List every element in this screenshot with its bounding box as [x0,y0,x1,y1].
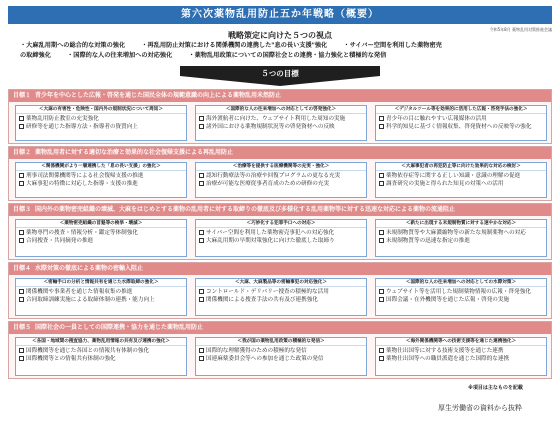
measure-box [375,337,547,376]
measure-item [199,288,363,296]
measure-items [16,228,186,246]
measure-box [195,105,367,141]
square-bullet-icon [199,356,204,361]
square-bullet-icon [19,297,24,302]
square-bullet-icon [19,173,24,178]
measure-heading: ＜国際的な人の往来増加への対応としての啓発強化＞ [196,106,366,114]
measure-item-text: 大麻乱用期の早期対策強化に向けた徹底した取締り [206,238,335,244]
square-bullet-icon [19,238,24,243]
measure-item-text: 薬物依存症等に関する正しい知識・意識の理解の促進 [386,173,521,179]
viewpoint-item: ・再乱用防止対策における関係機関の連携した"息の長い支援"強化 [141,42,328,49]
measure-item [379,180,543,188]
goals-label: ５つの目標 [261,69,299,78]
measure-items [376,228,546,246]
square-bullet-icon [379,238,384,243]
measure-item [379,123,543,131]
measure-item-text: 刑事司法関係機関等による社会復帰支援の推進 [26,173,144,179]
viewpoint-item: ・サイバー空間を利用した薬物密売 [343,42,442,49]
measure-items [376,114,546,132]
measure-item [199,123,363,131]
measure-item [19,237,183,245]
measure-items [196,171,366,189]
viewpoint-item: ・薬物乱用政策についての国際社会との連携・協力強化と積極的な発信 [188,52,387,59]
measure-item [19,296,183,304]
measure-item [199,172,363,180]
measure-item-text: ウェブサイト等を活用した規制薬物情報の広報・啓発強化 [386,289,531,295]
goal-heading [9,204,551,216]
measure-box [375,162,547,198]
measure-items [16,346,186,364]
measure-box [375,219,547,257]
measure-item-text: コントロールド・デリバリー捜査の積極的な活用 [206,289,329,295]
measure-item [199,355,363,363]
measure-item-text: 海外渡航者に向けた、ウェブサイト利用した周知の実施 [206,116,346,122]
measure-item-text: 調査研究の実施と得られた知見の対策への活用 [386,181,504,187]
goal-heading [9,147,551,159]
measure-box [375,105,547,141]
measure-heading: ＜薬物密売組織の首魁等の検挙・壊滅＞ [16,220,186,228]
measure-item [199,237,363,245]
measure-item [379,115,543,123]
measure-heading: ＜大麻、大麻製品等の密輸事犯の対応強化＞ [196,279,366,287]
goal-section [8,146,552,201]
square-bullet-icon [379,356,384,361]
measure-heading: ＜巧妙化する犯罪手口への対応＞ [196,220,366,228]
measure-item [19,347,183,355]
measure-box [375,278,547,316]
measure-item-text: 諸外国における薬物規制状況等の啓発資材への反映 [206,124,335,130]
square-bullet-icon [379,116,384,121]
goal-section [8,89,552,144]
measure-item-text: 青少年の目に触れやすい広報媒体の活用 [386,116,487,122]
measure-heading: ＜デジタルツール等を効果的に活用した広報・啓発手法の強化＞ [376,106,546,114]
measure-items [16,171,186,189]
measure-item [379,237,543,245]
square-bullet-icon [379,348,384,353]
measure-item [379,172,543,180]
measure-item-text: 国際会議・在外機関等を通じた広報・啓発の実施 [386,297,510,303]
square-bullet-icon [379,289,384,294]
measure-item [199,180,363,188]
goal-number: 目標１ [13,92,32,99]
square-bullet-icon [19,289,24,294]
square-bullet-icon [19,181,24,186]
measure-items [196,346,366,364]
measure-items [376,287,546,305]
measure-item-text: 国際機関等との情報共有体制の強化 [26,356,116,362]
measure-item [19,123,183,131]
square-bullet-icon [199,124,204,129]
square-bullet-icon [379,173,384,178]
measure-heading: ＜密輸手口の分析と情報共有を通じた水際取締の強化＞ [16,279,186,287]
measure-heading: ＜我が国の薬物乱用政策の積極的な発信＞ [196,338,366,346]
measure-item [379,229,543,237]
square-bullet-icon [199,116,204,121]
measure-item-text: 大麻事犯の特徴に対応した指導・支援の推進 [26,181,138,187]
measure-items [376,171,546,189]
goal-section [8,203,552,260]
viewpoints-list [20,41,550,61]
measure-item [199,115,363,123]
goal-text: 国内外の薬物密売組織の壊滅、大麻をはじめとする薬物の乱用者に対する取締りの徹底及び多様化する乱用薬物等に対する迅速な対応による薬物の流通阻止 [35,206,456,213]
measure-item-text: 薬物仕出国等に対する技術支援等を通じた連携 [386,348,504,354]
measure-item [199,296,363,304]
square-bullet-icon [379,230,384,235]
square-bullet-icon [199,348,204,353]
measure-item-text: 科学的知見に基づく情報収集、啓発資材への反映等の強化 [386,124,532,130]
viewpoint-item: ・国際的な人の往来増加への対応強化 [67,52,173,59]
measure-item [19,180,183,188]
measure-box [195,162,367,198]
measure-item-text: 合同捜査・共同摘発の推進 [26,238,94,244]
measure-box [15,105,187,141]
measure-box [195,278,367,316]
square-bullet-icon [19,348,24,353]
square-bullet-icon [199,181,204,186]
goal-number: 目標２ [13,149,32,156]
square-bullet-icon [19,230,24,235]
measure-item-text: 未規制物質等や大麻濃縮物等の新たな規制薬物への対応 [386,230,526,236]
square-bullet-icon [379,297,384,302]
square-bullet-icon [19,116,24,121]
measure-item-text: サイバー空間を利用した薬物密売事犯への対応強化 [206,230,335,236]
measure-item-text: 薬物仕出国等への職員派遣を通じた国際的な連携 [386,356,510,362]
square-bullet-icon [199,297,204,302]
measure-item [199,229,363,237]
measure-heading: ＜各国・地域間の捜査協力、薬物乱用情報の共有及び連携の強化＞ [16,338,186,346]
viewpoints-row-1 [20,41,550,51]
measure-item-text: 薬物専門の捜査・情報分析・鑑定等体制強化 [26,230,138,236]
measure-heading: ＜海外関係機関等への技術支援等を通じた連携強化＞ [376,338,546,346]
square-bullet-icon [199,289,204,294]
measure-item [379,347,543,355]
square-bullet-icon [199,173,204,178]
goal-text: 国際社会の一員としての国際連携・協力を通じた薬物乱用防止 [35,324,204,331]
viewpoints-heading: 戦略策定に向けた５つの視点 [228,31,332,40]
measure-item-text: 関係機関による捜査手法の共有及び連携強化 [206,297,318,303]
measure-item [379,355,543,363]
footnote: ※項目は主なものを記載 [468,385,523,391]
measure-item-text: 薬物乱用防止教室の充実強化 [26,116,99,122]
square-bullet-icon [379,124,384,129]
measure-heading: ＜新たに出現する未規制物質に対する速やかな対応＞ [376,220,546,228]
square-bullet-icon [199,230,204,235]
measure-items [196,287,366,305]
measure-item [19,288,183,296]
measure-items [196,228,366,246]
measure-items [376,346,546,364]
measure-item [379,288,543,296]
measure-box [15,219,187,257]
measure-heading: ＜大麻の有害性・危険性・国内外の規制状況について周知＞ [16,106,186,114]
viewpoint-item: ・大麻乱用期への総合的な対策の強化 [20,42,126,49]
measure-heading: ＜治療等を提供する医療機関等の充実・強化＞ [196,163,366,171]
goal-section [8,321,552,379]
goal-section [8,262,552,319]
measure-item-text: 合同取締訓練実施による取締体制の連携・能力向上 [26,297,155,303]
measure-items [16,287,186,305]
measure-heading: ＜大麻事犯者の再犯防止等に向けた効果的な対応の検討＞ [376,163,546,171]
goal-number: 目標５ [13,324,32,331]
viewpoints-row-2 [20,51,550,61]
measure-box [195,219,367,257]
goal-heading [9,322,551,334]
measure-item-text: 関係機関や事業者を通じた情報収集の推進 [26,289,133,295]
square-bullet-icon [19,124,24,129]
measure-item-text: 国連麻薬委員会等への参加を通じた政策の発信 [206,356,324,362]
square-bullet-icon [379,181,384,186]
measure-item-text: 国際的な理解獲得のための積極的な発信 [206,348,307,354]
goal-number: 目標４ [13,265,32,272]
page-title: 第六次薬物乱用防止五か年戦略（概要） [8,6,552,24]
measure-item [379,296,543,304]
date-note: 令和5年8月 薬物乱用対策推進会議 [489,27,552,32]
measure-item-text: 国際機関等を通じた各国との情報共有体制の強化 [26,348,150,354]
measure-item [19,355,183,363]
goal-heading [9,90,551,102]
measure-heading: ＜国際的な人の往来増加への対応としての水際対策＞ [376,279,546,287]
measure-item-text: 未規制物質等の迅速な指定の推進 [386,238,470,244]
viewpoint-item: の取締強化 [20,52,51,59]
goal-text: 水際対策の徹底による薬物の密輸入阻止 [35,265,144,272]
goal-number: 目標３ [13,206,32,213]
goal-text: 青少年を中心とした広報・啓発を通じた国民全体の規範意識の向上による薬物乱用未然防止 [35,92,282,99]
measure-item [19,115,183,123]
measure-box [15,162,187,198]
measure-box [15,278,187,316]
measure-items [196,114,366,132]
measure-item-text: 認知行動療法等の治療や回復プログラムの更なる充実 [206,173,341,179]
measure-item-text: 治療が可能な医療従事者育成のための研修の充実 [206,181,330,187]
measure-box [15,337,187,376]
measure-box [195,337,367,376]
measure-item-text: 研修等を通じた指導方法・指導者の資質向上 [26,124,138,130]
measure-item [19,229,183,237]
measure-heading: ＜関係機関がより一層連携した「息の長い支援」の強化＞ [16,163,186,171]
square-bullet-icon [19,356,24,361]
measure-items [16,114,186,132]
goal-text: 薬物乱用者に対する適切な治療と効果的な社会復帰支援による再乱用防止 [35,149,234,156]
measure-item [199,347,363,355]
square-bullet-icon [199,238,204,243]
goal-heading [9,263,551,275]
source-credit: 厚生労働省の資料から抜粋 [438,404,522,412]
measure-item [19,172,183,180]
